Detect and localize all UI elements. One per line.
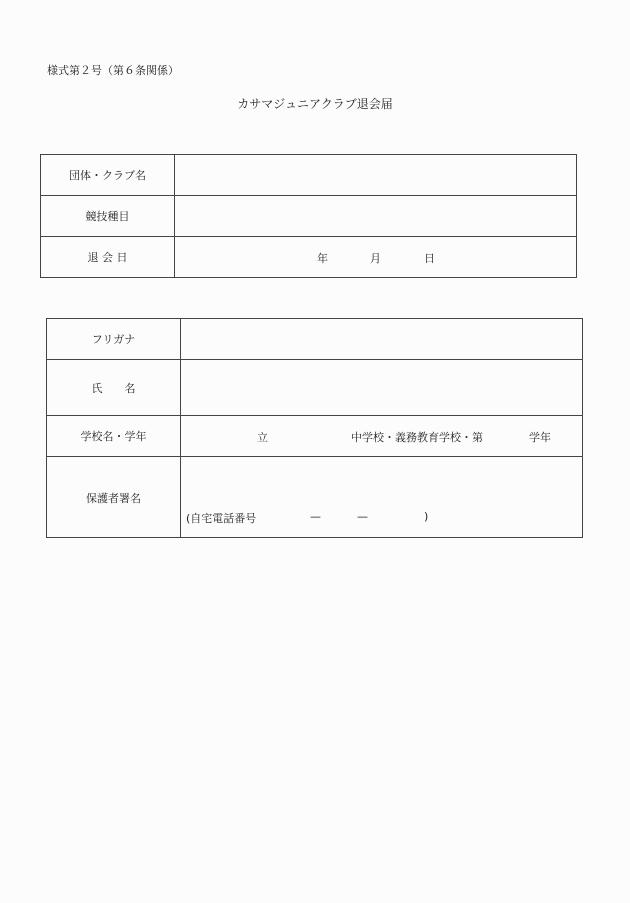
school-types: 中学校・義務教育学校・第 (351, 431, 483, 444)
guardian-signature-field[interactable] (181, 457, 583, 538)
day-unit: 日 (424, 252, 435, 265)
school-grade-label: 学校名・学年 (47, 416, 181, 457)
club-info-table (40, 154, 577, 278)
club-name-label: 団体・クラブ名 (41, 155, 175, 196)
phone-dash-1: — (310, 510, 321, 523)
school-grade-row (47, 416, 583, 457)
furigana-field[interactable] (181, 319, 583, 360)
sport-field[interactable] (175, 196, 577, 237)
school-grade-field[interactable] (181, 416, 583, 457)
name-label: 氏 名 (47, 360, 181, 416)
club-name-field[interactable] (175, 155, 577, 196)
guardian-label: 保護者署名 (47, 457, 181, 538)
grade-unit: 学年 (529, 431, 551, 444)
club-name-row (41, 155, 577, 196)
withdrawal-date-field[interactable] (175, 237, 577, 278)
year-unit: 年 (317, 252, 328, 265)
furigana-label: フリガナ (47, 319, 181, 360)
phone-close: ) (424, 510, 429, 523)
sport-row (41, 196, 577, 237)
form-number: 様式第２号（第６条関係） (47, 64, 179, 77)
phone-dash-2: — (357, 510, 368, 523)
month-unit: 月 (370, 252, 381, 265)
name-field[interactable] (181, 360, 583, 416)
withdrawal-date-label: 退 会 日 (41, 237, 175, 278)
sport-label: 競技種目 (41, 196, 175, 237)
member-info-table (46, 318, 583, 538)
name-row (47, 360, 583, 416)
furigana-row (47, 319, 583, 360)
withdrawal-date-row (41, 237, 577, 278)
phone-open: (自宅電話番号 (186, 512, 257, 525)
school-public-suffix: 立 (257, 431, 268, 444)
guardian-row (47, 457, 583, 538)
document-title: カサマジュニアクラブ退会届 (237, 97, 393, 111)
